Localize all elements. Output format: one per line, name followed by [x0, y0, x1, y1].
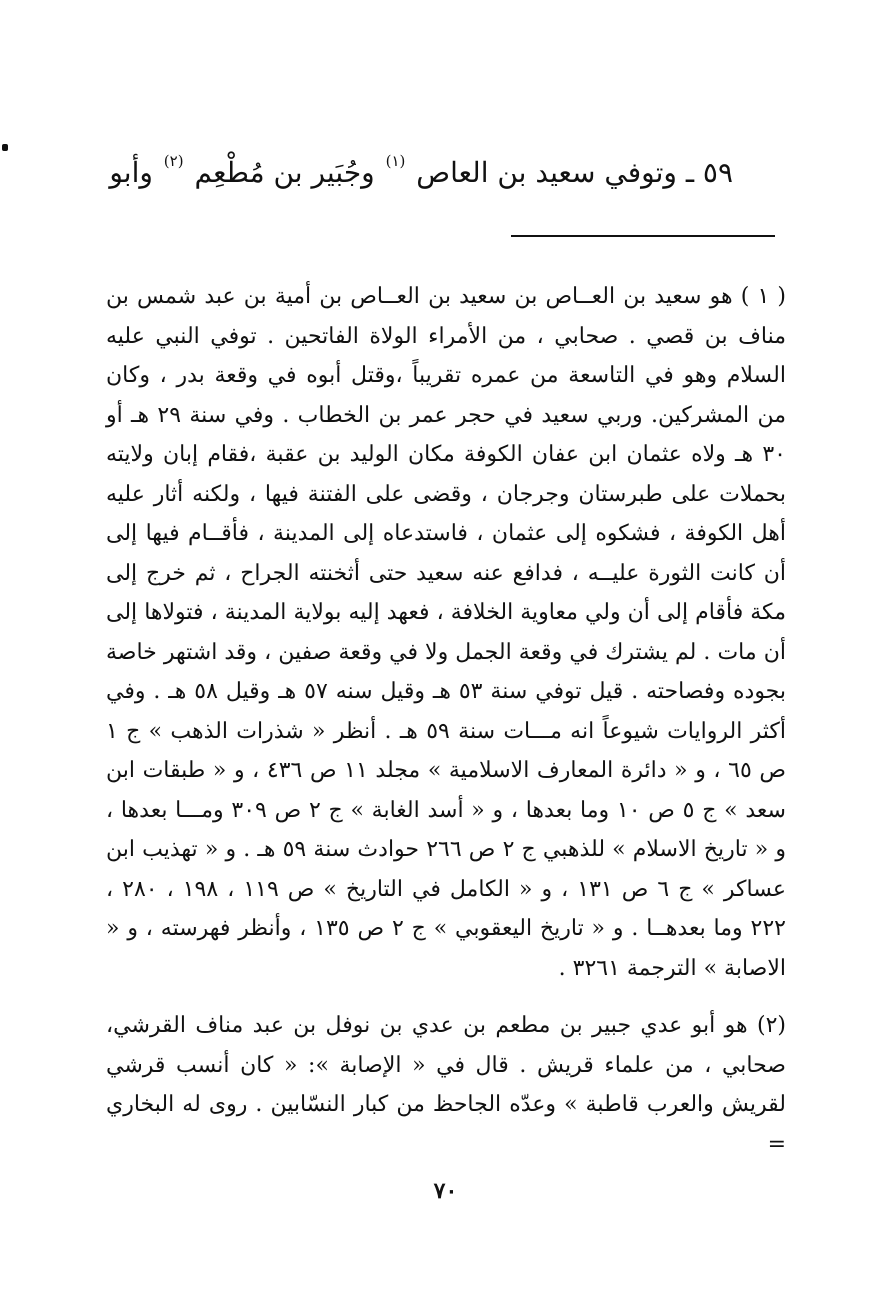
footnote-ref-1[interactable]: (١) [385, 152, 406, 170]
entry-number: ٥٩ ـ [685, 156, 733, 189]
entry-text-part-3: وأبو [109, 156, 153, 189]
entry-text-part-2: وجُبَير بن مُطْعِم [194, 156, 375, 189]
entry-text-part-1: وتوفي سعيد بن العاص [416, 156, 677, 189]
footnote-separator [511, 235, 775, 237]
footnotes [106, 277, 786, 1164]
footnote-1: ( ١ ) هو سعيد بن العــاص بن سعيد بن العــاص بن أمية بن عبد شمس بن مناف بن قصي . صحابي ، من الأمراء الولاة الفاتحين . توفي النبي عليه السلام وهو في التاسعة من عمره تقريباً ،وقتل أبوه في وقعة بدر ، وكان من المشركين. وربي سعيد في حجر عمر بن الخطاب . وفي سنة ٢٩ هـ أو ٣٠ هـ ولاه عثمان ابن عفان الكوفة مكان الوليد بن عقبة ،فقام إبان ولايته بحملات على طبرستان وجرجان ، وقضى على الفتنة فيها ، ولكنه أثار عليه أهل الكوفة ، فشكوه إلى عثمان ، فاستدعاه إلى المدينة ، فأقــام فيها إلى أن كانت الثورة عليــه ، فدافع عنه سعيد حتى أثخنته الجراح ، ثم خرج إلى مكة فأقام إلى أن ولي معاوية الخلافة ، فعهد إليه بولاية المدينة ، فتولاها إلى أن مات . لم يشترك في وقعة الجمل ولا في وقعة صفين ، وقد اشتهر خاصة بجوده وفصاحته . قيل توفي سنة ٥٣ هـ وقيل سنه ٥٧ هـ وقيل ٥٨ هـ . وفي أكثر الروايات شيوعاً انه مـــات سنة ٥٩ هـ . أنظر « شذرات الذهب » ج ١ ص ٦٥ ، و « دائرة المعارف الاسلامية » مجلد ١١ ص ٤٣٦ ، و « طبقات ابن سعد » ج ٥ ص ١٠ وما بعدها ، و « أسد الغابة » ج ٢ ص ٣٠٩ ومـــا بعدها ، و « تاريخ الاسلام » للذهبي ج ٢ ص ٢٦٦ حوادث سنة ٥٩ هـ . و « تهذيب ابن عساكر » ج ٦ ص ١٣١ ، و « الكامل في التاريخ » ص ١١٩ ، ١٩٨ ، ٢٨٠ ، ٢٢٢ وما بعدهــا . و « تاريخ اليعقوبي » ج ٢ ص ١٣٥ ، وأنظر فهرسته ، و « الاصابة » الترجمة ٣٢٦١ . [106, 284, 787, 981]
entry-line [93, 138, 733, 196]
page-number: ٧٠ [433, 1178, 458, 1204]
footnote-2: (٢) هو أبو عدي جبير بن مطعم بن عدي بن نوفل بن عبد مناف القرشي، صحابي ، من علماء قريش . قال في « الإصابة »: « كان أنسب قرشي لقريش والعرب قاطبة » وعدّه الجاحظ من كبار النسّابين . روى له البخاري = [106, 1013, 786, 1157]
footnote-ref-2[interactable]: (٢) [163, 152, 184, 170]
margin-mark [2, 144, 8, 151]
